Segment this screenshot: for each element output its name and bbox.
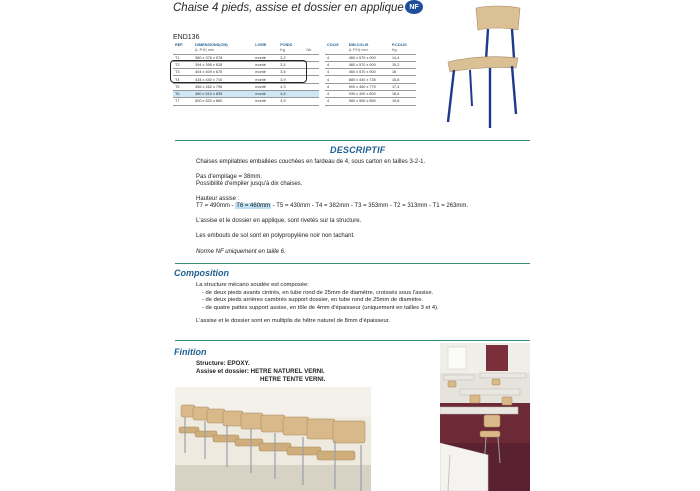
cell: 434 x 440 x 710 [193, 76, 253, 83]
col-dim-colis: DIM.COLIS [348, 42, 369, 47]
table-row [325, 54, 416, 61]
cell: 404 x 409 x 675 [193, 69, 253, 76]
product-reference: END136 [173, 34, 200, 41]
finition-heading: Finition [174, 347, 207, 357]
classroom-photo [440, 343, 530, 491]
cell: 880 x 440 x 735 [347, 76, 390, 83]
cell: T5 [173, 83, 193, 90]
col-ref: REF. [175, 42, 184, 47]
stacked-chairs-photo [175, 387, 371, 491]
units-row [173, 47, 319, 54]
cell [304, 54, 319, 61]
cell: 4 [325, 69, 347, 76]
table-row [325, 83, 416, 90]
cell: 4,6 [278, 90, 304, 97]
cell: monté [253, 76, 278, 83]
cell: 19,8 [390, 98, 416, 105]
cell: 900 x 460 x 775 [347, 83, 390, 90]
cell: 15,8 [390, 76, 416, 83]
table-row [325, 61, 416, 68]
cell: monté [253, 83, 278, 90]
table-row [173, 98, 319, 105]
unit-cell [253, 47, 278, 54]
cell: T6 [173, 90, 193, 97]
descriptif-p6: Norme NF uniquement en taille 6. [196, 249, 286, 255]
seat-heights-line [196, 203, 468, 210]
descriptif-p5: Les embouts de sol sont en polypropylène noir non tachant. [196, 233, 355, 239]
page-title: Chaise 4 pieds, assise et dossier en applique [173, 2, 404, 14]
unit-cell: (L.P.H) mm [347, 47, 390, 54]
cell: T4 [173, 76, 193, 83]
cell: 18,6 [390, 90, 416, 97]
cell: 500 x 520 x 860 [193, 98, 253, 105]
composition-heading: Composition [174, 268, 229, 278]
finition-line-3: HETRE TENTE VERNI. [260, 375, 326, 383]
unit-cell: (L.P.H) mm [193, 47, 253, 54]
cell: 456 x 462 x 796 [193, 83, 253, 90]
cell: 394 x 395 x 628 [193, 61, 253, 68]
cell: monté [253, 54, 278, 61]
descriptif-p2b: Possibilité d'empiler jusqu'à dix chaises. [196, 181, 303, 187]
nf-logo: NF [405, 0, 423, 14]
cell: 15,2 [390, 61, 416, 68]
cell: 3,2 [278, 54, 304, 61]
finition-line-1: Structure: EPOXY. [196, 360, 250, 367]
cell: 16 [390, 69, 416, 76]
descriptif-heading: DESCRIPTIF [330, 145, 386, 155]
cell: 17,4 [390, 83, 416, 90]
descriptif-p3a: Hauteur assise : [196, 196, 240, 202]
col-poids: POIDS [280, 42, 293, 47]
col-colis: COLIS [327, 42, 339, 47]
section-divider [175, 263, 530, 264]
cell: 460 x 570 x 900 [347, 69, 390, 76]
cell: 4 [325, 76, 347, 83]
cell: T2 [173, 61, 193, 68]
unit-cell [173, 47, 193, 54]
units-row [325, 47, 416, 54]
cell: 4 [325, 90, 347, 97]
section-divider [175, 340, 530, 341]
table-row [325, 90, 416, 97]
table-row-highlighted [173, 90, 319, 97]
cell: 980 x 550 x 850 [347, 98, 390, 105]
unit-cell: Kg [278, 47, 304, 54]
cell: 3,6 [278, 69, 304, 76]
unit-cell [325, 47, 347, 54]
cell: monté [253, 69, 278, 76]
cell: 3,4 [278, 61, 304, 68]
cell: 4 [325, 54, 347, 61]
composition-outro: L'assise et le dossier sont en multiplis de hêtre naturel de 8mm d'épaisseur. [196, 318, 390, 325]
cell: 930 x 490 x 800 [347, 90, 390, 97]
section-divider [175, 140, 530, 141]
col-dimensions: DIMENSIONS(CM) [195, 42, 228, 47]
seat-heights-pre: T7 = 490mm - [196, 203, 236, 209]
descriptif-p4: L'assise et le dossier en applique, sont rivetés sur la structure. [196, 218, 362, 224]
finition-text [196, 360, 325, 383]
cell: 4,9 [278, 98, 304, 105]
table-row [325, 76, 416, 83]
cell: monté [253, 61, 278, 68]
cell: monté [253, 98, 278, 105]
cell: 380 x 376 x 578 [193, 54, 253, 61]
table-row [325, 69, 416, 76]
cell: T1 [173, 54, 193, 61]
cell: 4 [325, 83, 347, 90]
table-row [325, 98, 416, 105]
unit-cell: Nb [304, 47, 319, 54]
descriptif-p2a: Pas d'empilage = 38mm. [196, 174, 263, 180]
composition-item: - de deux pieds avants cintrés, en tube rond de 25mm de diamètre, croissés sous l'assise. [202, 289, 434, 296]
composition-item: - de quatre pattes support assise, en tôle de 4mm d'épaisseur (uniquement en tailles 3 et 4). [202, 304, 439, 311]
cell: 14,4 [390, 54, 416, 61]
cell: 460 x 570 x 900 [347, 54, 390, 61]
cell [304, 90, 319, 97]
cell [304, 98, 319, 105]
col-livre: LIVRE [255, 42, 267, 47]
table-row [173, 83, 319, 90]
seat-height-t6-highlight: T6 = 460mm [236, 203, 271, 209]
cell: T7 [173, 98, 193, 105]
packaging-table [325, 42, 416, 106]
descriptif-p1: Chaises empilables emballées couchées en fardeau de 4, sous carton en tailles 3-2-1. [196, 159, 426, 165]
col-p-colis: P.COLIS [391, 42, 407, 47]
cell: 3,9 [278, 76, 304, 83]
cell: 460 x 570 x 900 [347, 61, 390, 68]
cell: 4 [325, 98, 347, 105]
composition-text [196, 282, 439, 326]
composition-intro: La structure mécano soudée est composée: [196, 282, 309, 288]
cell: T3 [173, 69, 193, 76]
cell: 4,3 [278, 83, 304, 90]
cell [304, 83, 319, 90]
cell: monté [253, 90, 278, 97]
chair-illustration [440, 2, 530, 134]
cell: 480 x 510 x 835 [193, 90, 253, 97]
unit-cell: Kg [390, 47, 416, 54]
rows-bracket [170, 60, 307, 83]
cell: 4 [325, 61, 347, 68]
finition-line-2: Assise et dossier: HETRE NATUREL VERNI. [196, 367, 325, 375]
composition-item: - de deux pieds arrières cambrés support dossier, en tube rond de 25mm de diamètre. [202, 297, 424, 304]
seat-heights-post: - T5 = 430mm - T4 = 382mm - T3 = 353mm - T2 = 313mm - T1 = 263mm. [271, 203, 469, 209]
